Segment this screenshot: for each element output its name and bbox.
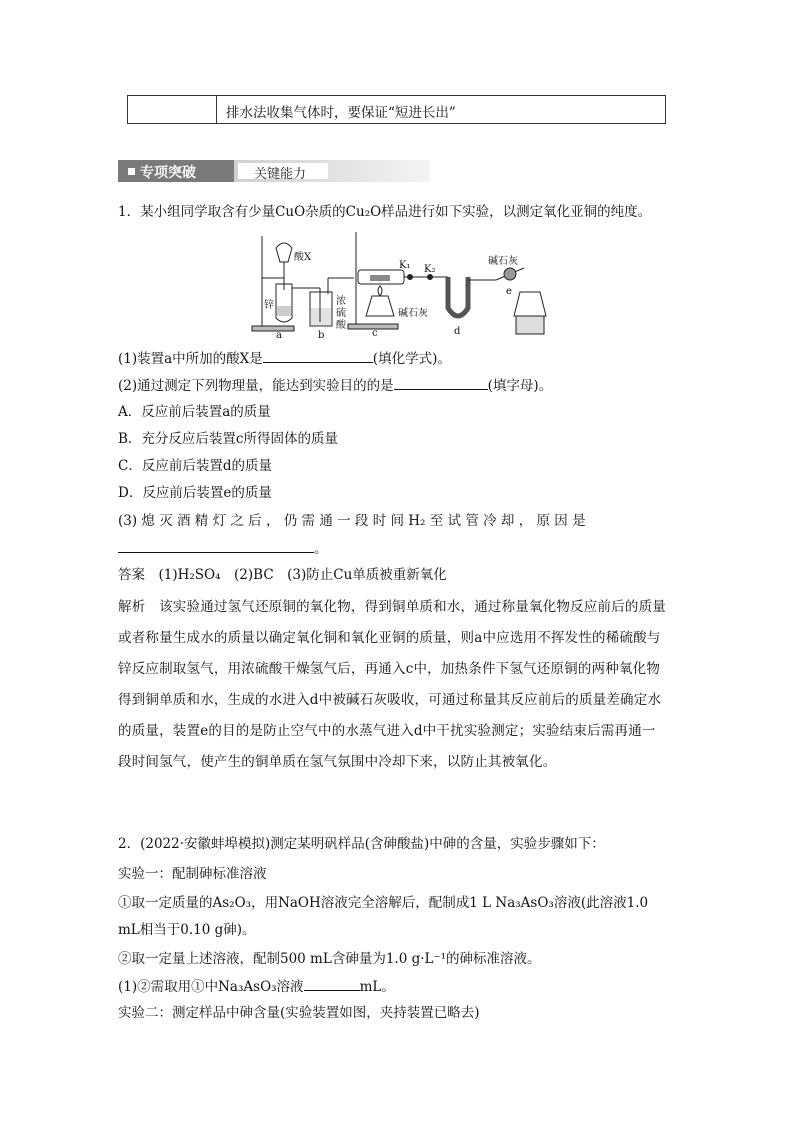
banner-title: 专项突破 [140, 164, 196, 180]
label-acid: 酸X [294, 252, 312, 263]
q1-part2 [118, 376, 552, 395]
analysis-line: 的质量，装置e的目的是防止空气中的水蒸气进入d中干扰实验测定；实验结束后需再通一 [118, 723, 656, 739]
analysis-line: 或者称量生成水的质量以确定氧化铜和氧化亚铜的质量，则a中应选用不挥发性的稀硫酸与 [118, 630, 661, 646]
analysis-line: 得到铜单质和水，生成的水进入d中被碱石灰吸收，可通过称量其反应前后的质量差确定水 [118, 692, 662, 708]
q1-part3-blank-line [118, 539, 328, 558]
q2-exp2: 实验二：测定样品中砷含量(实验装置如图，夹持装置已略去) [118, 1005, 480, 1021]
label-d: d [454, 326, 461, 337]
answer-blank-1[interactable] [263, 349, 373, 363]
analysis-line: 段时间氢气，使产生的铜单质在氢气氛围中冷却下来，以防止其被氧化。 [118, 754, 557, 770]
q1-part2-text: (2)通过测定下列物理量，能达到实验目的的是 [118, 378, 394, 394]
q2-sub1-text: (1)②需取用①中Na₃AsO₃溶液 [118, 979, 304, 995]
label-k1: K₁ [399, 260, 411, 271]
q1-analysis [118, 592, 678, 778]
analysis-line: 解析 该实验通过氢气还原铜的氧化物，得到铜单质和水，通过称量氧化物反应前后的质量 [118, 599, 666, 615]
answer-blank-3[interactable] [118, 539, 314, 553]
analysis-line: 锌反应制取氢气，用浓硫酸干燥氢气后，再通入c中，加热条件下氢气还原铜的两种氧化物 [118, 661, 661, 677]
label-acid2: 酸 [336, 320, 346, 331]
label-b: b [318, 330, 325, 340]
funnel [276, 243, 292, 262]
banner-subtitle: 关键能力 [254, 166, 307, 181]
valve-k2 [428, 275, 433, 280]
q2-exp1: 实验一：配制砷标准溶液 [118, 866, 267, 882]
q2-stem: 2．(2022·安徽蚌埠模拟)测定某明矾样品(含砷酸盐)中砷的含量，实验步骤如下： [118, 836, 605, 852]
bottle-b-liquid [311, 308, 331, 325]
zinc-fill [277, 306, 291, 316]
q2-step1b: mL相当于0.10 g砷)。 [118, 922, 256, 938]
sample-c [370, 275, 390, 281]
label-lime-top: 碱石灰 [488, 256, 518, 267]
stand-base [252, 326, 294, 331]
option-d: D．反应前后装置e的质量 [118, 485, 272, 501]
q1-part3: (3) 熄 灭 酒 精 灯 之 后 ， 仍 需 通 一 段 时 间 H₂ 至 试 管 冷 却 ， 原 因 是 [118, 513, 586, 529]
q1-answer: 答案 (1)H₂SO₄ (2)BC (3)防止Cu单质被重新氧化 [118, 567, 447, 583]
answer-blank-4[interactable] [304, 977, 360, 991]
block-right [516, 316, 544, 334]
label-zinc: 锌 [264, 300, 274, 311]
q1-part3-end: 。 [314, 541, 328, 557]
label-conc: 浓 [336, 296, 346, 307]
lamp-right [514, 292, 546, 316]
q1-stem: 1．某小组同学取含有少量CuO杂质的Cu₂O样品进行如下实验，以测定氧化亚铜的纯度。 [118, 204, 652, 220]
lamp-c [366, 296, 394, 316]
flame-c [378, 286, 382, 296]
section-banner [118, 160, 430, 182]
q2-step1a: ①取一定质量的As₂O₃，用NaOH溶液完全溶解后，配制成1 L Na₃AsO₃溶液(此溶液1.0 [118, 895, 649, 911]
q1-part1-end: (填化学式)。 [372, 351, 451, 367]
apparatus-figure [248, 228, 568, 340]
bulb-e [504, 268, 516, 280]
label-c: c [372, 328, 378, 339]
table-cell: 排水法收集气体时，要保证“短进长出” [226, 105, 456, 121]
option-c: C．反应前后装置d的质量 [118, 458, 272, 474]
summary-table [127, 95, 666, 124]
option-b: B．充分反应后装置c所得固体的质量 [118, 431, 338, 447]
q2-step2: ②取一定量上述溶液，配制500 mL含砷量为1.0 g·L⁻¹的砷标准溶液。 [118, 951, 541, 967]
banner-square-icon [128, 168, 135, 175]
u-tube-d [448, 277, 468, 316]
label-sulf: 硫 [336, 308, 346, 319]
option-a: A．反应前后装置a的质量 [118, 404, 271, 420]
valve-k1 [408, 275, 413, 280]
q2-sub1 [118, 977, 395, 996]
table-divider [216, 96, 217, 123]
label-k2: K₂ [424, 264, 436, 275]
label-lime-mid: 碱石灰 [398, 308, 428, 319]
q2-sub1-end: mL。 [359, 979, 395, 995]
q1-part1 [118, 349, 451, 368]
label-e: e [506, 286, 512, 297]
q1-part2-end: (填字母)。 [487, 378, 553, 394]
answer-blank-2[interactable] [394, 376, 488, 390]
q1-part1-text: (1)装置a中所加的酸X是 [118, 351, 263, 367]
label-a: a [276, 330, 282, 340]
